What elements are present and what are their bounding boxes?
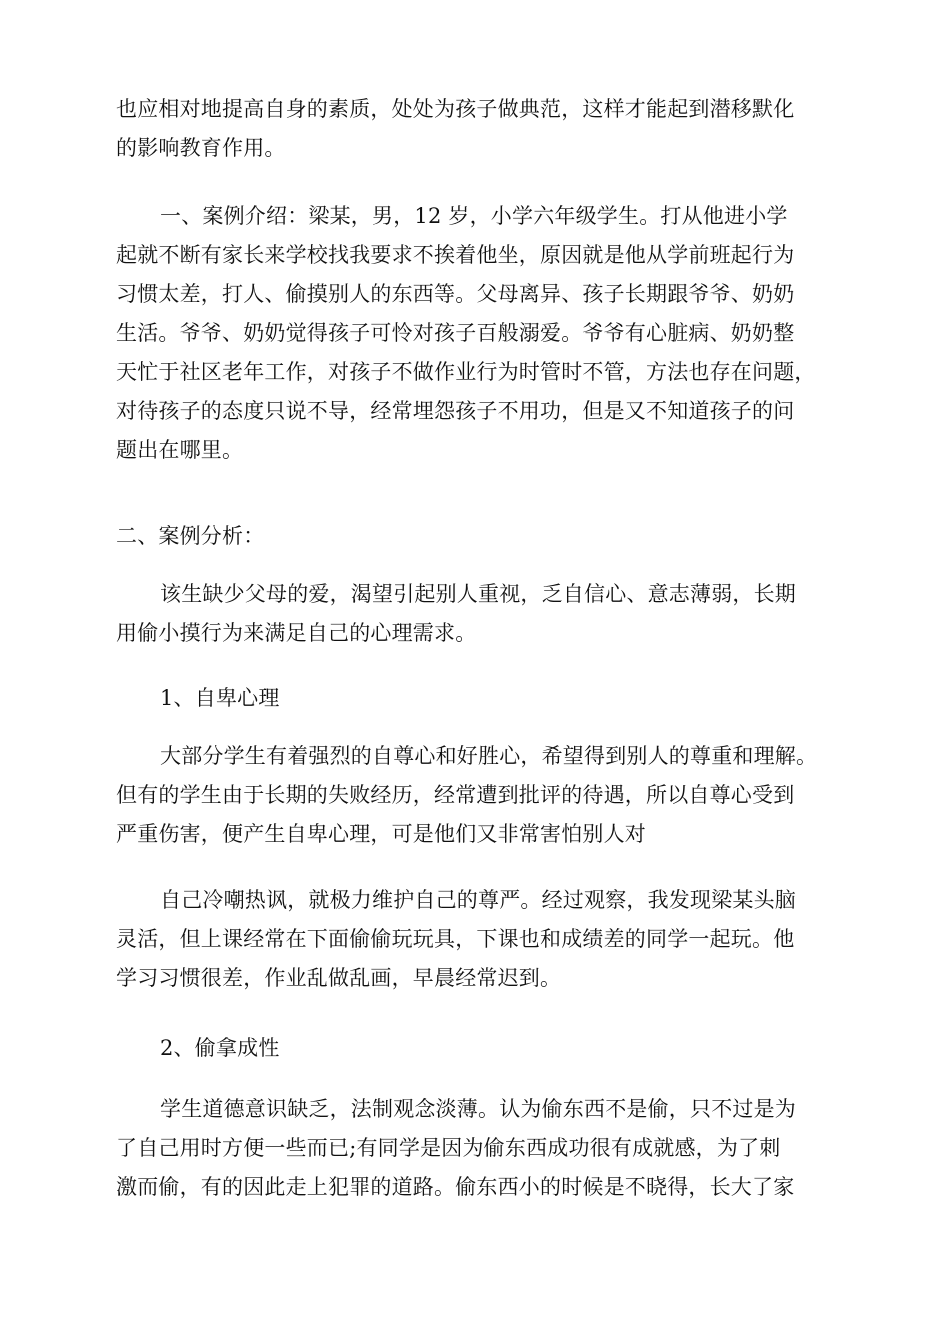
- subheading-inferiority: [116, 679, 836, 718]
- text-line: 生活。爷爷、奶奶觉得孩子可怜对孩子百般溺爱。爷爷有心脏病、奶奶整: [116, 321, 795, 345]
- text-line: 2、偷拿成性: [160, 1036, 280, 1060]
- text-line: 1、自卑心理: [160, 686, 280, 710]
- paragraph-inferiority: [116, 737, 836, 854]
- text-line: 但有的学生由于长期的失败经历，经常遭到批评的待遇，所以自尊心受到: [116, 783, 795, 807]
- text-line: 天忙于社区老年工作，对孩子不做作业行为时管时不管，方法也存在问题，: [116, 360, 816, 384]
- text-line: 一、案例介绍：梁某，男，12 岁，小学六年级学生。打从他进小学: [160, 204, 788, 228]
- text-line: 该生缺少父母的爱，渴望引起别人重视，乏自信心、意志薄弱，长期: [160, 582, 796, 606]
- paragraph-continuation: [116, 90, 836, 168]
- text-line: 了自己用时方便一些而已;有同学是因为偷东西成功很有成就感，为了刺: [116, 1136, 781, 1160]
- text-line: 用偷小摸行为来满足自己的心理需求。: [116, 621, 477, 645]
- text-line: 对待孩子的态度只说不导，经常埋怨孩子不用功，但是又不知道孩子的问: [116, 399, 795, 423]
- paragraph-stealing-habit: [116, 1090, 836, 1207]
- subheading-stealing-habit: [116, 1029, 836, 1068]
- text-line: 二、案例分析：: [116, 524, 265, 548]
- paragraph-case-introduction: [116, 197, 836, 470]
- text-line: 严重伤害，便产生自卑心理，可是他们又非常害怕别人对: [116, 822, 646, 846]
- text-line: 学习习惯很差，作业乱做乱画，早晨经常迟到。: [116, 966, 562, 990]
- text-line: 起就不断有家长来学校找我要求不挨着他坐，原因就是他从学前班起行为: [116, 243, 795, 267]
- text-line: 学生道德意识缺乏，法制观念淡薄。认为偷东西不是偷，只不过是为: [160, 1097, 796, 1121]
- paragraph-analysis-summary: [116, 575, 836, 653]
- paragraph-observation: [116, 881, 836, 998]
- text-line: 激而偷，有的因此走上犯罪的道路。偷东西小的时候是不晓得，长大了家: [116, 1175, 795, 1199]
- text-line: 灵活，但上课经常在下面偷偷玩玩具，下课也和成绩差的同学一起玩。他: [116, 927, 795, 951]
- text-line: 大部分学生有着强烈的自尊心和好胜心，希望得到别人的尊重和理解。: [160, 744, 818, 768]
- section-heading-case-analysis: [116, 517, 836, 556]
- text-line: 也应相对地提高自身的素质，处处为孩子做典范，这样才能起到潜移默化: [116, 97, 795, 121]
- text-line: 习惯太差，打人、偷摸别人的东西等。父母离异、孩子长期跟爷爷、奶奶: [116, 282, 795, 306]
- text-line: 自己冷嘲热讽，就极力维护自己的尊严。经过观察，我发现梁某头脑: [160, 888, 796, 912]
- text-line: 题出在哪里。: [116, 438, 244, 462]
- text-line: 的影响教育作用。: [116, 136, 286, 160]
